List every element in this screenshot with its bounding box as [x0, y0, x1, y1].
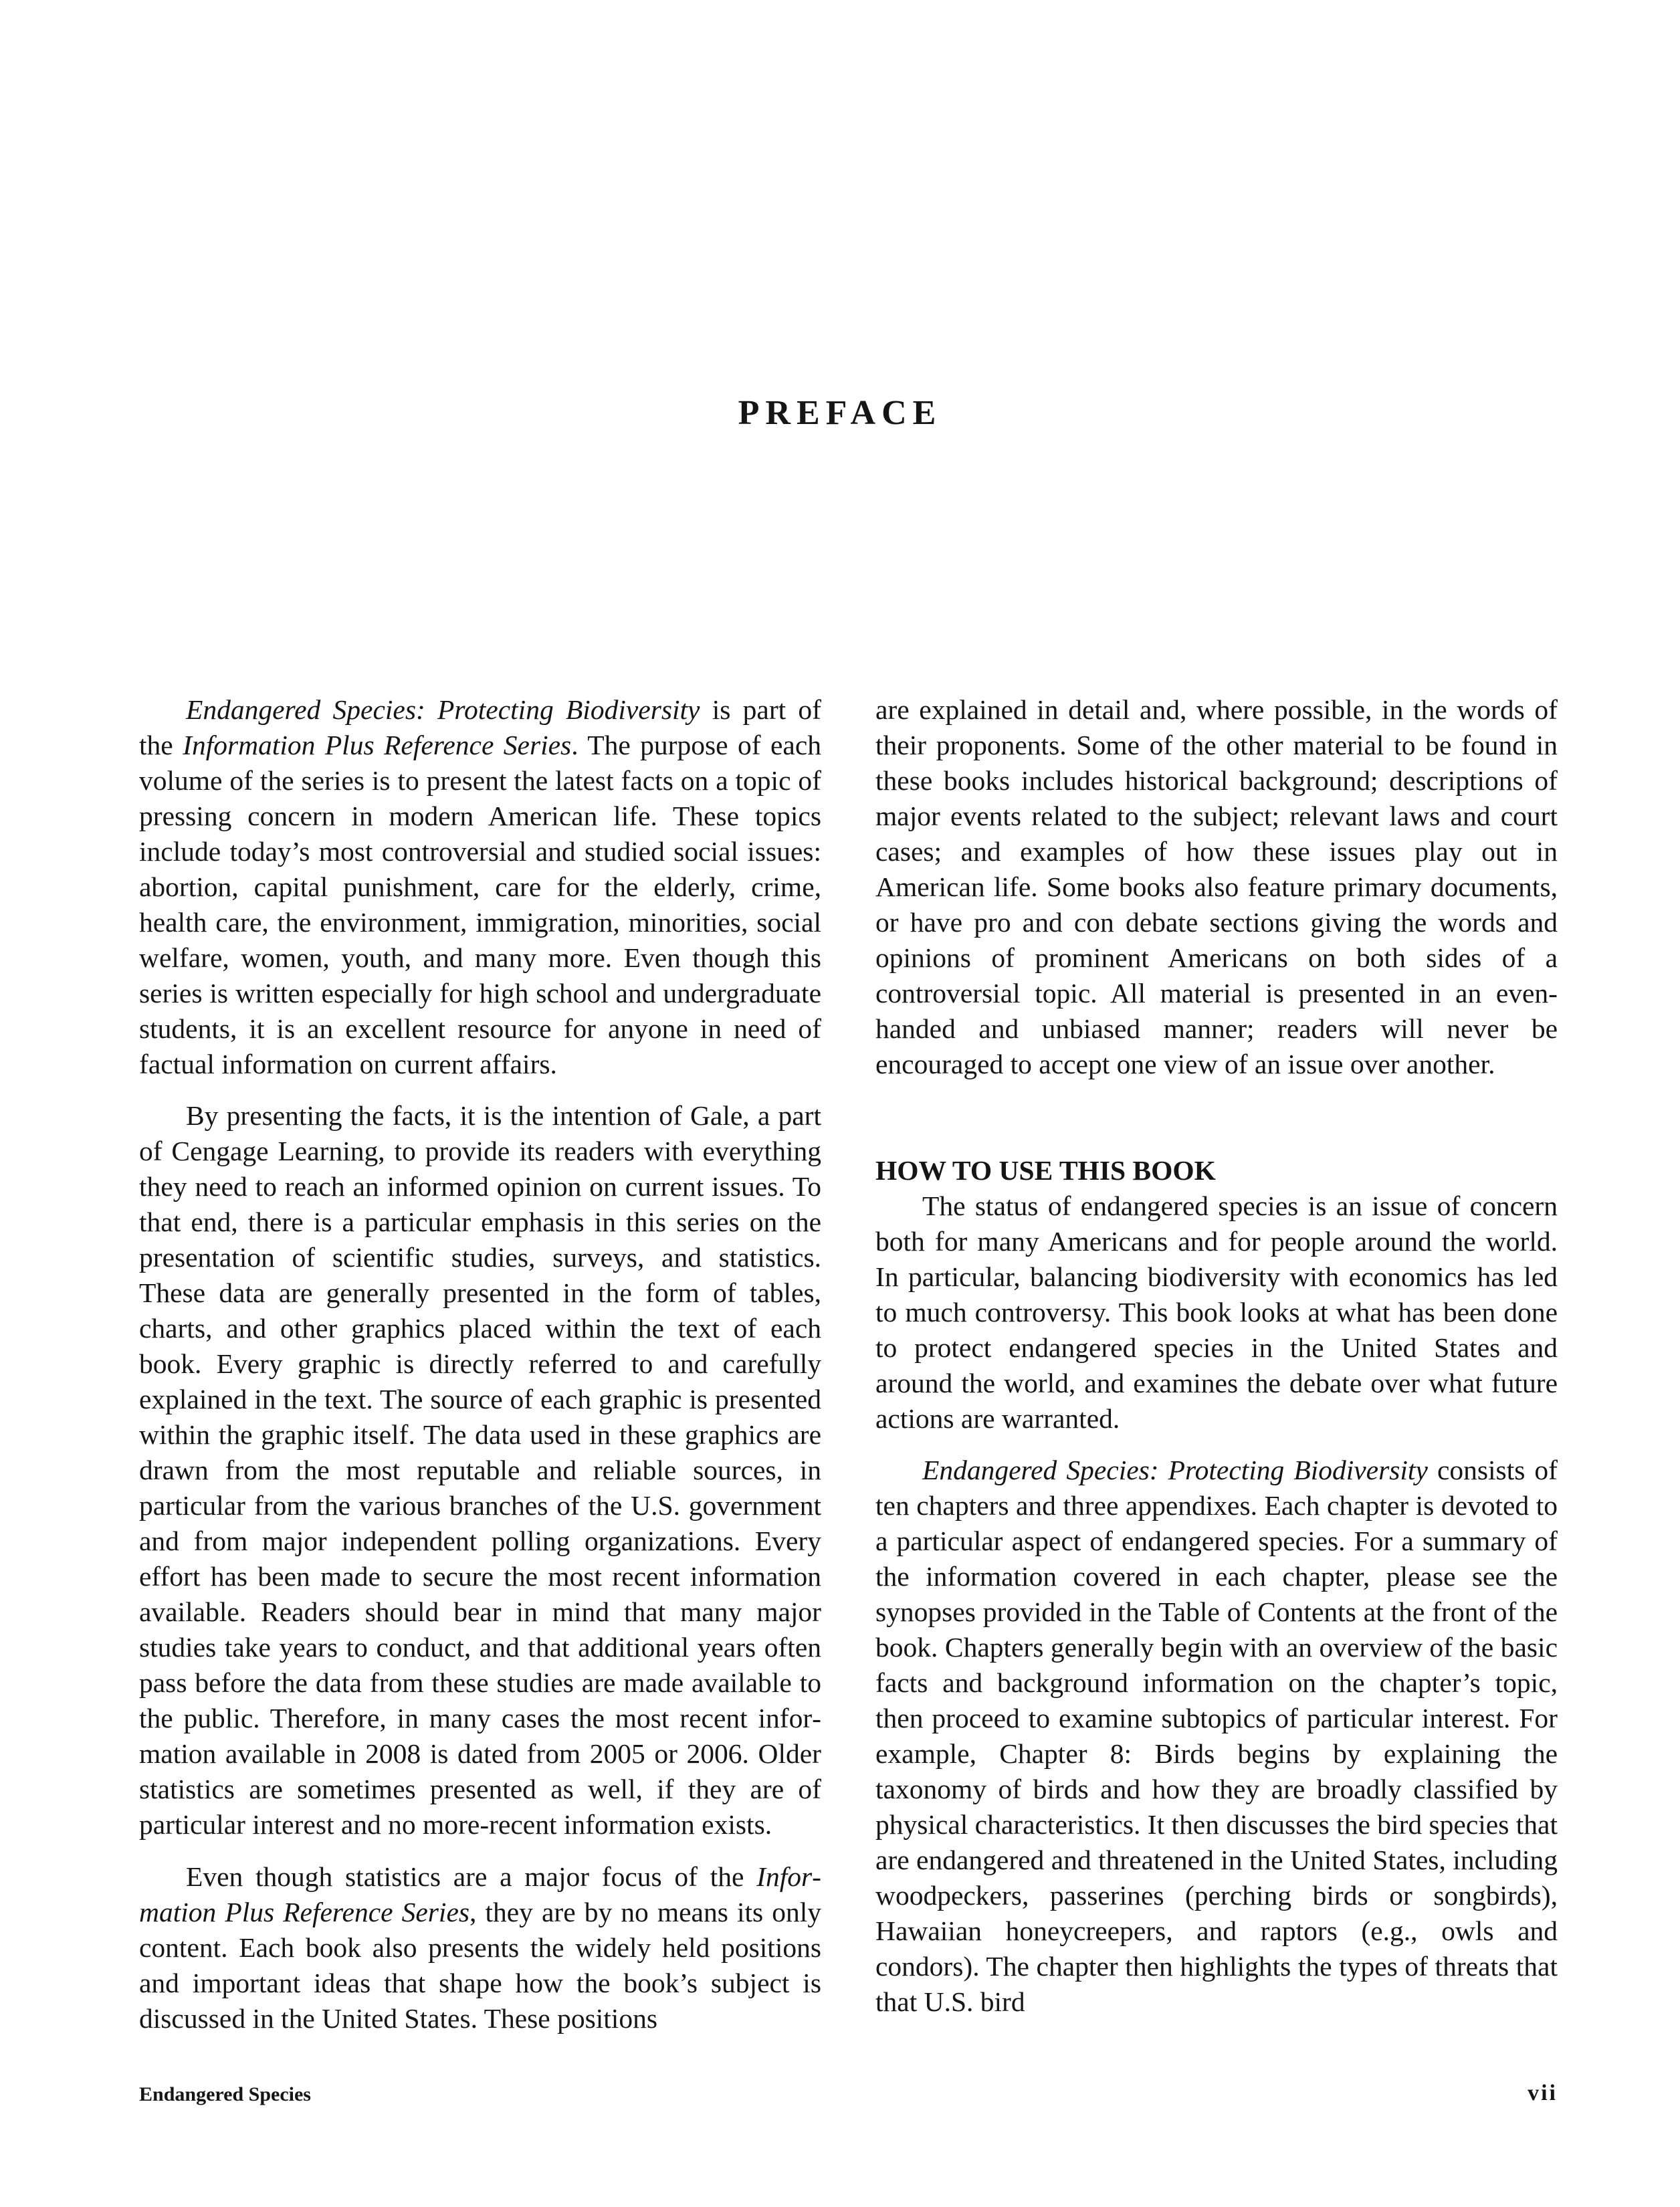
page-title: PREFACE: [738, 394, 942, 432]
paragraph-facts: By presenting the facts, it is the intention of Gale, a part of Cengage Learning, to provide its readers with everything they need to reach an informed opinion on current issues. To that end, there is a particular emphasis in this series on the presentation of scientific studies, surveys, and statistics. These data are generally presented in the form of tables, charts, and other graphics placed within the text of each book. Every graphic is directly referred to and carefully explained in the text. The source of each graphic is presented within the graphic itself. The data used in these graphics are drawn from the most reputable and reliable sources, in particular from the various branches of the U.S. government and from major independent polling organizations. Every effort has been made to secure the most recent information available. Readers should bear in mind that many major studies take years to conduct, and that additional years often pass before the data from these studies are made available to the public. Therefore, in many cases the most recent information available in 2008 is dated from 2005 or 2006. Older statistics are sometimes presented as well, if they are of particular interest and no more-recent information exists.: [139, 1100, 821, 1840]
paragraph-text: , they are by no means its only content. Each book also presents the widely held positions and important ideas that shape how the book’s subject is discussed in the United States. These positions: [139, 1897, 821, 2034]
paragraph-text: . The purpose of each volume of the series is to present the latest facts on a topic of pressing concern in modern American life. These topics include today’s most controversial and studied social issues: abortion, capital punishment, care for the elderly, crime, health care, the environment, immigration, minorities, social welfare, women, youth, and many more. Even though this series is written especially for high school and undergraduate students, it is an excellent resource for anyone in need of factual information on current affairs.: [139, 730, 821, 1079]
footer-page-number: vii: [1528, 2081, 1558, 2105]
paragraph-continued: are explained in detail and, where possible, in the words of their proponents. Some of the other material to be found in these books includes historical background; descriptions of major events related to the subject; relevant laws and court cases; and examples of how these issues play out in American life. Some books also feature primary documents, or have pro and con debate sections giving the words and opinions of prominent Americans on both sides of a controversial topic. All material is presented in an even-handed and unbiased manner; readers will never be encouraged to accept one view of an issue over another.: [875, 694, 1558, 1079]
series-title-italic: Information Plus Reference Series: [139, 1861, 821, 1927]
section-heading: HOW TO USE THIS BOOK: [875, 1155, 1216, 1186]
footer-book-title: Endangered Species: [139, 2083, 311, 2105]
paragraph-chapters: [875, 1453, 1558, 2020]
book-title-italic: Endangered Species: Protecting Biodiversity: [186, 694, 700, 725]
paragraph-intro: [139, 692, 821, 1082]
paragraph-text: is part of the: [139, 694, 821, 760]
book-title-italic: Endangered Species: Protecting Biodiversity: [922, 1455, 1428, 1485]
paragraph-content: [139, 1859, 821, 2036]
right-text-column: [875, 692, 1558, 2020]
left-text-column: [139, 692, 821, 2036]
series-title-italic: Information Plus Reference Series: [183, 730, 572, 760]
paragraph-text: consists of ten chapters and three appendixes. Each chapter is devoted to a particular aspect of endangered species. For a summary of the information covered in each chapter, please see the synopses provided in the Table of Contents at the front of the book. Chapters generally begin with an overview of the basic facts and background information on the chapter’s topic, then proceed to examine subtopics of particular interest. For example, Chapter 8: Birds begins by explaining the taxonomy of birds and how they are broadly classified by physical characteristics. It then discusses the bird species that are endangered and threatened in the United States, including woodpeckers, passerines (perching birds or songbirds), Hawaiian honeycreepers, and raptors (e.g., owls and condors). The chapter then highlights the types of threats that that U.S. bird: [875, 1455, 1558, 2017]
paragraph-text: Even though statistics are a major focus of the: [186, 1861, 757, 1892]
paragraph-status: The status of endangered species is an issue of concern both for many Americans and for people around the world. In particular, balancing biodiversity with economics has led to much controversy. This book looks at what has been done to protect endangered species in the United States and around the world, and examines the debate over what future actions are warranted.: [875, 1190, 1558, 1434]
